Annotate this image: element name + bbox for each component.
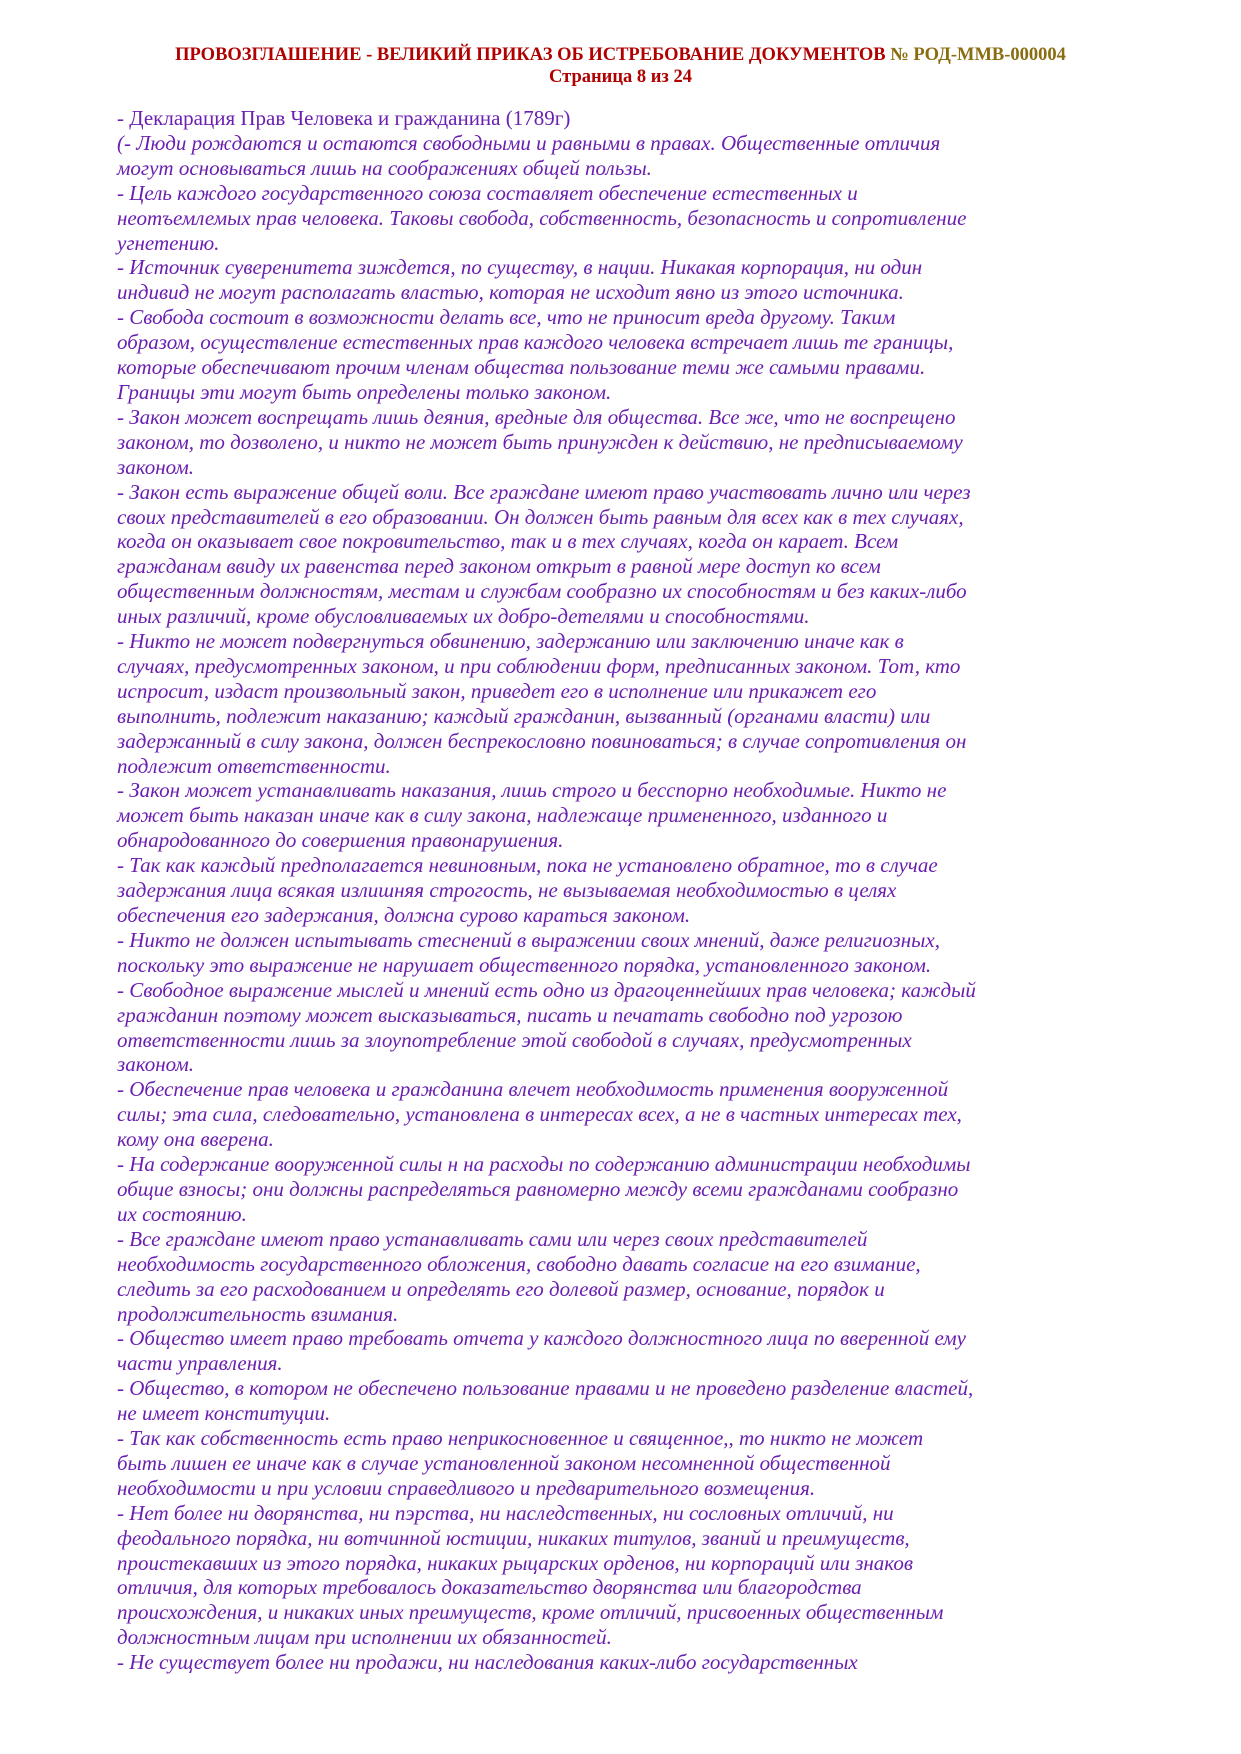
text-line: - Цель каждого государственного союза составляет обеспечение естественных и — [117, 180, 858, 205]
text-line: - Обеспечение прав человека и гражданина влечет необходимость применения вооруженной — [117, 1077, 949, 1102]
text-line: - Нет более ни дворянства, ни пэрства, ни наследственных, ни сословных отличий, ни — [117, 1500, 894, 1525]
text-line: их состоянию. — [117, 1201, 247, 1226]
text-line: гражданам ввиду их равенства перед законом открыт в равной мере доступ ко всем — [117, 554, 881, 579]
text-line: законом. — [117, 1052, 194, 1077]
text-line: иных различий, кроме обусловливаемых их добро-детелями и способностями. — [117, 604, 810, 629]
text-line: поскольку это выражение не нарушает общественного порядка, установленного законом. — [117, 952, 932, 977]
document-number: № РОД-ММВ-000004 — [890, 45, 1066, 65]
text-line: - Закон может устанавливать наказания, лишь строго и бесспорно необходимые. Никто не — [117, 778, 947, 803]
text-line: феодального порядка, ни вотчинной юстиции, никаких титулов, званий и преимуществ, — [117, 1525, 910, 1550]
header-title-line — [0, 44, 1241, 66]
text-line: образом, осуществление естественных прав каждого человека встречает лишь те границы, — [117, 330, 954, 355]
text-line: - Все граждане имеют право устанавливать сами или через своих представителей — [117, 1226, 868, 1251]
text-line: - Так как каждый предполагается невиновным, пока не установлено обратное, то в случае — [117, 853, 938, 878]
text-line: неотъемлемых прав человека. Таковы свобода, собственность, безопасность и сопротивление — [117, 205, 967, 230]
text-line: быть лишен ее иначе как в случае установленной законом несомненной общественной — [117, 1450, 891, 1475]
document-title: ПРОВОЗГЛАШЕНИЕ - ВЕЛИКИЙ ПРИКАЗ ОБ ИСТРЕБОВАНИЕ ДОКУМЕНТОВ — [175, 45, 886, 65]
text-line: ответственности лишь за злоупотребление этой свободой в случаях, предусмотренных — [117, 1027, 912, 1052]
text-line: части управления. — [117, 1351, 283, 1376]
text-line: могут основываться лишь на соображениях общей пользы. — [117, 155, 652, 180]
text-line: - Закон есть выражение общей воли. Все граждане имеют право участвовать лично или через — [117, 479, 971, 504]
text-line: происхождения, и никаких иных преимуществ, кроме отличий, присвоенных общественным — [117, 1600, 944, 1625]
document-body — [117, 106, 1137, 1675]
text-line: законом. — [117, 454, 194, 479]
section-heading: - Декларация Прав Человека и гражданина (1789г) — [117, 106, 571, 130]
text-line: - Общество, в котором не обеспечено пользование правами и не проведено разделение властей, — [117, 1376, 974, 1401]
text-line: - Общество имеет право требовать отчета у каждого должностного лица по вверенной ему — [117, 1326, 966, 1351]
text-line: кому она вверена. — [117, 1127, 274, 1152]
text-line: задержания лица всякая излишняя строгость, не вызываемая необходимостью в целях — [117, 878, 897, 903]
text-line: подлежит ответственности. — [117, 753, 391, 778]
text-line: проистекавших из этого порядка, никаких рыцарских орденов, ни корпораций или знаков — [117, 1550, 913, 1575]
text-line: силы; эта сила, следовательно, установлена в интересах всех, а не в частных интересах тех, — [117, 1102, 962, 1127]
text-line: необходимость государственного обложения, свободно давать согласие на его взимание, — [117, 1251, 921, 1276]
text-line: - Никто не должен испытывать стеснений в выражении своих мнений, даже религиозных, — [117, 927, 940, 952]
text-line: обеспечения его задержания, должна сурово караться законом. — [117, 903, 691, 927]
text-line: законом, то дозволено, и никто не может быть принужден к действию, не предписываемому — [117, 429, 963, 454]
text-line: (- Люди рождаются и остаются свободными и равными в правах. Общественные отличия — [117, 130, 941, 155]
text-line: случаях, предусмотренных законом, и при соблюдении форм, предписанных законом. Тот, кто — [117, 653, 961, 678]
text-line: когда он оказывает свое покровительство, так и в тех случаях, когда он карает. Всем — [117, 529, 899, 554]
text-line: - Свободное выражение мыслей и мнений есть одно из драгоценнейших прав человека; каждый — [117, 977, 976, 1002]
text-line: которые обеспечивают прочим членам общества пользование теми же самыми правами. — [117, 355, 926, 380]
text-line: должностным лицам при исполнении их обязанностей. — [117, 1625, 612, 1650]
text-line: - Никто не может подвергнуться обвинению, задержанию или заключению иначе как в — [117, 629, 904, 654]
text-line: гражданин поэтому может высказываться, писать и печатать свободно под угрозою — [117, 1002, 903, 1027]
text-line: следить за его расходованием и определять его долевой размер, основание, порядок и — [117, 1276, 885, 1301]
text-line: - Закон может воспрещать лишь деяния, вредные для общества. Все же, что не воспрещено — [117, 404, 956, 429]
text-line: - Источник суверенитета зиждется, по существу, в нации. Никакая корпорация, ни один — [117, 255, 923, 280]
text-line: испросит, издаст произвольный закон, приведет его в исполнение или прикажет его — [117, 678, 877, 703]
text-line: своих представителей в его образовании. Он должен быть равным для всех как в тех случаях, — [117, 504, 964, 529]
text-line: - Так как собственность есть право неприкосновенное и священное,, то никто не может — [117, 1426, 924, 1451]
text-line: может быть наказан иначе как в силу закона, надлежаще примененного, изданного и — [117, 803, 888, 828]
page-indicator: Страница 8 из 24 — [549, 67, 692, 87]
text-line: обнародованного до совершения правонарушения. — [117, 828, 564, 853]
text-line: отличия, для которых требовалось доказательство дворянства или благородства — [117, 1575, 862, 1600]
text-line: не имеет конституции. — [117, 1401, 331, 1426]
text-line: - Не существует более ни продажи, ни наследования каких-либо государственных — [117, 1650, 858, 1675]
text-line: задержанный в силу закона, должен беспрекословно повиноваться; в случае сопротивления он — [117, 728, 967, 753]
text-line: необходимости и при условии справедливого и предварительного возмещения. — [117, 1475, 816, 1500]
text-line: Границы эти могут быть определены только законом. — [117, 379, 612, 404]
text-line: - На содержание вооруженной силы н на расходы по содержанию администрации необходимы — [117, 1152, 971, 1177]
text-line: угнетению. — [117, 230, 220, 255]
page-header — [0, 44, 1241, 88]
text-line: индивид не могут располагать властью, которая не исходит явно из этого источника. — [117, 280, 904, 305]
text-line: - Свобода состоит в возможности делать все, что не приносит вреда другому. Таким — [117, 305, 896, 330]
text-line: выполнить, подлежит наказанию; каждый гражданин, вызванный (органами власти) или — [117, 703, 931, 728]
text-line: общие взносы; они должны распределяться равномерно между всеми гражданами сообразно — [117, 1176, 959, 1201]
text-line: общественным должностям, местам и службам сообразно их способностям и без каких-либо — [117, 579, 967, 604]
text-line: продолжительность взимания. — [117, 1301, 399, 1326]
